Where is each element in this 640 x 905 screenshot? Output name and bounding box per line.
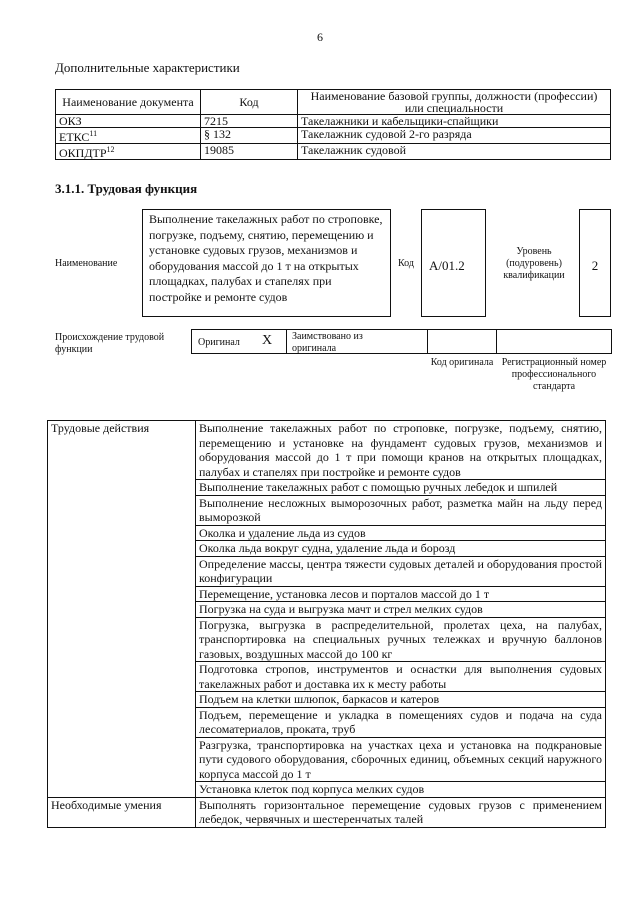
footnote-ref: 11 [89, 129, 98, 138]
header-document: Наименование документа [56, 90, 201, 115]
action-item: Выполнение такелажных работ с помощью ручных лебедок и шпилей [196, 480, 606, 496]
action-item: Выполнение несложных выморозочных работ, разметка майн на льду перед выморозкой [196, 495, 606, 525]
row-name: Такелажники и кабельщики-спайщики [298, 115, 611, 128]
table-header-row [56, 90, 611, 115]
table-row [48, 797, 606, 827]
table-row [56, 115, 611, 128]
characteristics-table [55, 89, 611, 160]
original-label: Оригинал [198, 337, 240, 348]
divider [496, 330, 497, 353]
name-label: Наименование [55, 258, 118, 269]
header-group-name: Наименование базовой группы, должности (профессии) или специальности [298, 90, 611, 115]
header-code: Код [201, 90, 298, 115]
action-item: Перемещение, установка лесов и порталов массой до 1 т [196, 586, 606, 602]
origin-label: Происхождение трудовой функции [55, 332, 165, 355]
code-label: Код [398, 258, 414, 269]
skills-label: Необходимые умения [48, 797, 196, 827]
action-item: Подготовка стропов, инструментов и оснастки для выполнения судовых такелажных работ и доставка их к месту работы [196, 662, 606, 692]
action-item: Разгрузка, транспортировка на участках цеха и установка на подкрановые пути судового оборудования, сборочных единиц, объемных секций наружного корпуса массой до 1 т [196, 737, 606, 782]
labor-actions-label: Трудовые действия [48, 421, 196, 798]
row-name: Такелажник судовой [298, 144, 611, 160]
row-code: 19085 [201, 144, 298, 160]
action-item: Определение массы, центра тяжести судовых деталей и оборудования простой конфигурации [196, 556, 606, 586]
table-row [56, 128, 611, 144]
skill-item: Выполнять горизонтальное перемещение судовых грузов с применением лебедок, червячных и шестеренчатых талей [196, 797, 606, 827]
reg-number-label: Регистрационный номер профессионального стандарта [501, 357, 607, 392]
action-item: Погрузка, выгрузка в распределительной, пролетах цеха, на палубах, транспортировка на специальных ручных тележках и вручную баллонов газовых, воздушных массой до 100 кг [196, 617, 606, 662]
divider [286, 330, 287, 353]
section-title: 3.1.1. Трудовая функция [55, 181, 198, 196]
row-doc: ОКПДТР$^{12}$ [56, 144, 201, 160]
row-code: 7215 [201, 115, 298, 128]
origin-row [191, 329, 612, 354]
action-item: Околка и удаление льда из судов [196, 525, 606, 541]
table-row [48, 421, 606, 480]
divider [427, 330, 428, 353]
action-item: Подъем, перемещение и укладка в помещениях судов и подача на суда лесоматериалов, проката, труб [196, 707, 606, 737]
function-name-box: Выполнение такелажных работ по строповке, погрузке, подъему, снятию, перемещению и установке судовых грузов, механизмов и оборудования массой до 1 т на открытых площадках, палубах и стапелях при постройке и ремонте судов [142, 209, 391, 317]
footnote-ref: 12 [106, 145, 115, 154]
original-mark: X [262, 333, 273, 348]
action-item: Установка клеток под корпуса мелких судов [196, 782, 606, 798]
level-box: 2 [579, 209, 611, 317]
table-row [56, 144, 611, 160]
page-number: 6 [317, 30, 323, 44]
code-original-label: Код оригинала [430, 357, 494, 368]
action-item: Подъем на клетки шлюпок, баркасов и катеров [196, 692, 606, 708]
level-label: Уровень (подуровень) квалификации [503, 246, 565, 281]
row-doc: ОКЗ [56, 115, 201, 128]
row-doc: ЕТКС$^{11}$ [56, 128, 201, 144]
action-item: Околка льда вокруг судна, удаление льда и борозд [196, 541, 606, 557]
additional-characteristics-title: Дополнительные характеристики [55, 60, 240, 75]
row-code: § 132 [201, 128, 298, 144]
row-name: Такелажник судовой 2-го разряда [298, 128, 611, 144]
function-code-box: А/01.2 [421, 209, 486, 317]
action-item: Погрузка на суда и выгрузка мачт и стрел мелких судов [196, 602, 606, 618]
labor-actions-table [47, 420, 606, 828]
action-item: Выполнение такелажных работ по строповке, погрузке, подъему, снятию, перемещению и установке на фундамент судовых грузов, механизмов и оборудования массой до 1 т при помощи кранов на открытых площадках, палубах и стапелях при постройке и ремонте судов [196, 421, 606, 480]
borrowed-label: Заимствовано из оригинала [292, 331, 363, 354]
